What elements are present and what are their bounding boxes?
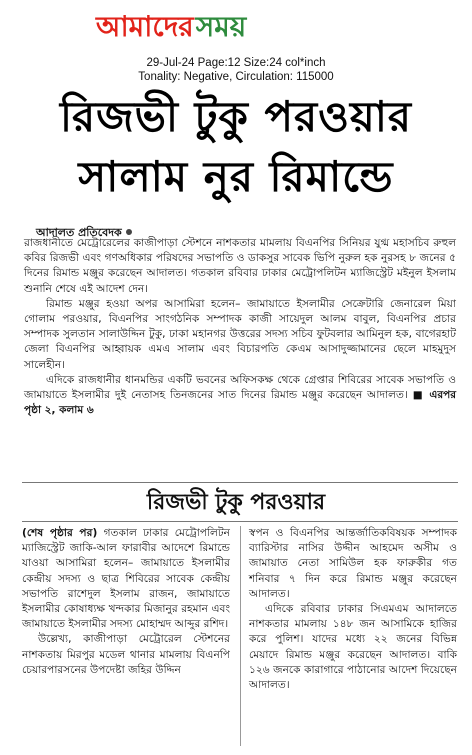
article-paragraph: [24, 373, 456, 419]
article-paragraph: রিমান্ড মঞ্জুর হওয়া অপর আসামিরা হলেন– জামায়াতে ইসলামীর সেক্রেটারি জেনারেল মিয়া গোলাম পরওয়ার, বিএনপির সাংগঠনিক সম্পাদক কাজী সায়েদুল আলম বাবুল, বিএনপির প্রচার সম্পাদক সুলতান সালাউদ্দিন টুকু, ঢাকা মহানগর উত্তরের সদস্য সচিব ফুটবলার আমিনুল হক, বাগেরহাট জেলা বিএনপির আহ্বায়ক এমএ সালাম এবং বিচারপতি কেএম আসাদুজ্জামানের ছেলে মাহমুদুস সালেহীন।: [24, 297, 456, 371]
article-body: [24, 236, 456, 418]
clip-meta-tonality: Tonality: Negative, Circulation: 115000: [138, 71, 334, 83]
column-paragraph-text: গতকাল ঢাকার মেট্রোপলিটন ম্যাজিস্ট্রেট জাকি-আল ফারাবীর আদেশে রিমান্ডে যাওয়া আসামিরা হলেন– জামায়াতে ইসলামীর কেন্দ্রীয় সদস্য ও ছাত্র শিবিরের সাবেক কেন্দ্রীয় সভাপতি রাশেদুল ইসলাম রাজন, জামায়াতে ইসলামীর কোষাধ্যক্ষ খন্দকার মিজানুর রহমান এবং জামায়াতে ইসলামীর সদস্য মোহাম্মদ আব্দুর রশিদ।: [22, 527, 231, 631]
column-paragraph: স্বপন ও বিএনপির আন্তর্জাতিকবিষয়ক সম্পাদক ব্যারিস্টার নাসির উদ্দীন আহমেদ অসীম ও জামায়াত নেতা সামিউল হক ফারুকীর গত শনিবার ৭ দিন করে রিমান্ড মঞ্জুর করেছেন আদালত।: [249, 527, 457, 600]
column-paragraph: [22, 526, 230, 632]
logo-text-green: সময়: [195, 10, 247, 43]
section-divider: [22, 482, 458, 483]
article-paragraph: রাজধানীতে মেট্রোরেলের কাজীপাড়া স্টেশনে নাশকতার মামলায় বিএনপির সিনিয়র যুগ্ম মহাসচিব রুহুল কবির রিজভী এবং গণঅধিকার পরিষদের সভাপতি ও ডাকসুর সাবেক ভিপি নুরুল হক নুরসহ ৮ জনের ৫ দিনের রিমান্ড মঞ্জুর করেছেন আদালত। গতকাল রবিবার ঢাকার মেট্রোপলিটন ম্যাজিস্ট্রেট মইনুল ইসলাম শুনানি শেষে এই আদেশ দেন।: [24, 237, 456, 295]
headline-line-1: রিজভী টুকু পরওয়ার: [59, 92, 413, 141]
continuation-left-column: [22, 526, 230, 678]
column-divider: [240, 526, 241, 746]
continuation-right-column: [249, 526, 457, 693]
column-paragraph: উল্লেখ্য, কাজীপাড়া মেট্রোরেল স্টেশনের নাশকতায় মিরপুর মডেল থানার মামলায় বিএনপি চেয়ারপারসনের উপদেষ্টা জহির উদ্দিন: [22, 633, 230, 676]
byline: আদালত প্রতিবেদক: [36, 226, 122, 239]
article-paragraph-text: এদিকে রাজধানীর ধানমন্ডির একটি ভবনের অফিসকক্ষ থেকে গ্রেপ্তার শিবিরের সাবেক সভাপতি ও জামায়াতে ইসলামীর দুই নেতাসহ তিনজনের সাত দিনের রিমান্ড মঞ্জুর করেছেন আদালত।: [24, 373, 456, 402]
logo-text-red: আমাদের: [96, 10, 194, 43]
bullet-icon: [126, 229, 132, 235]
subheadline-divider: [22, 521, 458, 522]
column-paragraph: এদিকে রবিবার ঢাকার সিএমএম আদালতে নাশকতার মামলায় ১৪৮ জন আসামিকে হাজির করে পুলিশ। যাদের মধ্যে ২২ জনের বিভিন্ন মেয়াদে রিমান্ড মঞ্জুর করেছেন আদালত। বাকি ১২৬ জনকে কারাগারে পাঠানোর আদেশ দিয়েছেন আদালত।: [249, 603, 457, 692]
byline-row: [36, 221, 456, 239]
lead-label: (শেষ পৃষ্ঠার পর): [22, 527, 98, 539]
headline-line-2: সালাম নুর রিমান্ডে: [78, 152, 394, 201]
masthead-logo: [0, 0, 472, 50]
continuation-subheadline: রিজভী টুকু পরওয়ার: [146, 490, 326, 515]
clip-meta-date-page: 29-Jul-24 Page:12 Size:24 col*inch: [146, 57, 326, 69]
continued-note: ■ এরপর পৃষ্ঠা ২, কলাম ৬: [24, 389, 457, 417]
